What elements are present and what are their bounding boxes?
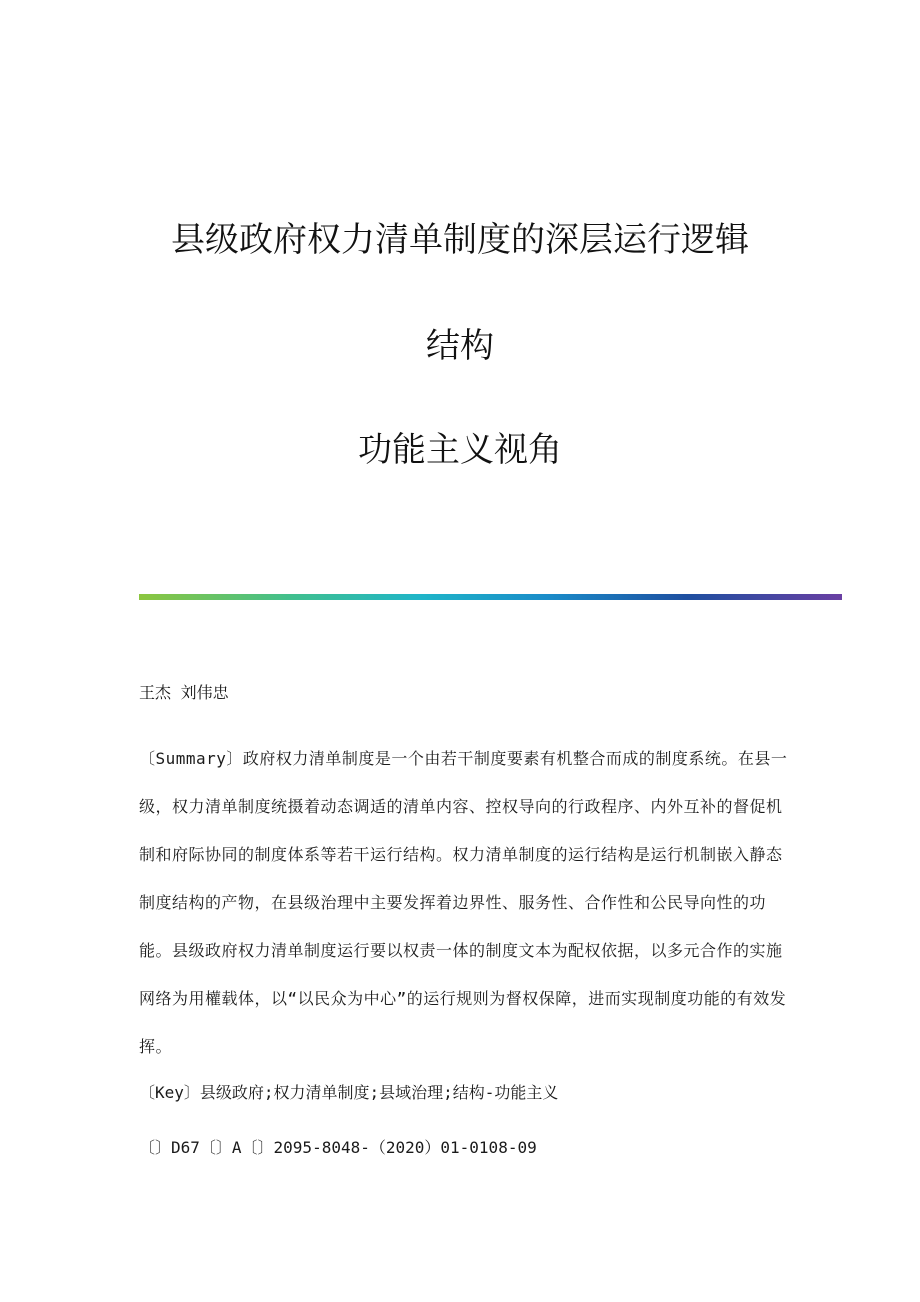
classification-codes: 〔〕D67〔〕A〔〕2095-8048-（2020）01-0108-09 xyxy=(139,1138,537,1157)
paper-subtitle: 功能主义视角 xyxy=(358,430,562,470)
gradient-divider xyxy=(139,594,842,600)
paper-title-line-2: 结构 xyxy=(426,326,494,366)
abstract-paragraph: 〔Summary〕政府权力清单制度是一个由若干制度要素有机整合而成的制度系统。在县一级，权力清单制度统摄着动态调适的清单内容、控权导向的行政程序、内外互补的督促机制和府际协同的制度体系等若干运行结构。权力清单制度的运行结构是运行机制嵌入静态制度结构的产物，在县级治理中主要发挥着边界性、服务性、合作性和公民导向性的功能。县级政府权力清单制度运行要以权责一体的制度文本为配权依据，以多元合作的实施网络为用權载体，以“以民众为中心”的运行规则为督权保障，进而实现制度功能的有效发挥。 xyxy=(139,749,788,1056)
paper-title-line-1: 县级政府权力清单制度的深层运行逻辑 xyxy=(171,220,749,260)
author-list: 王杰 刘伟忠 xyxy=(139,683,229,702)
keywords-line: 〔Key〕县级政府;权力清单制度;县域治理;结构-功能主义 xyxy=(139,1083,559,1102)
